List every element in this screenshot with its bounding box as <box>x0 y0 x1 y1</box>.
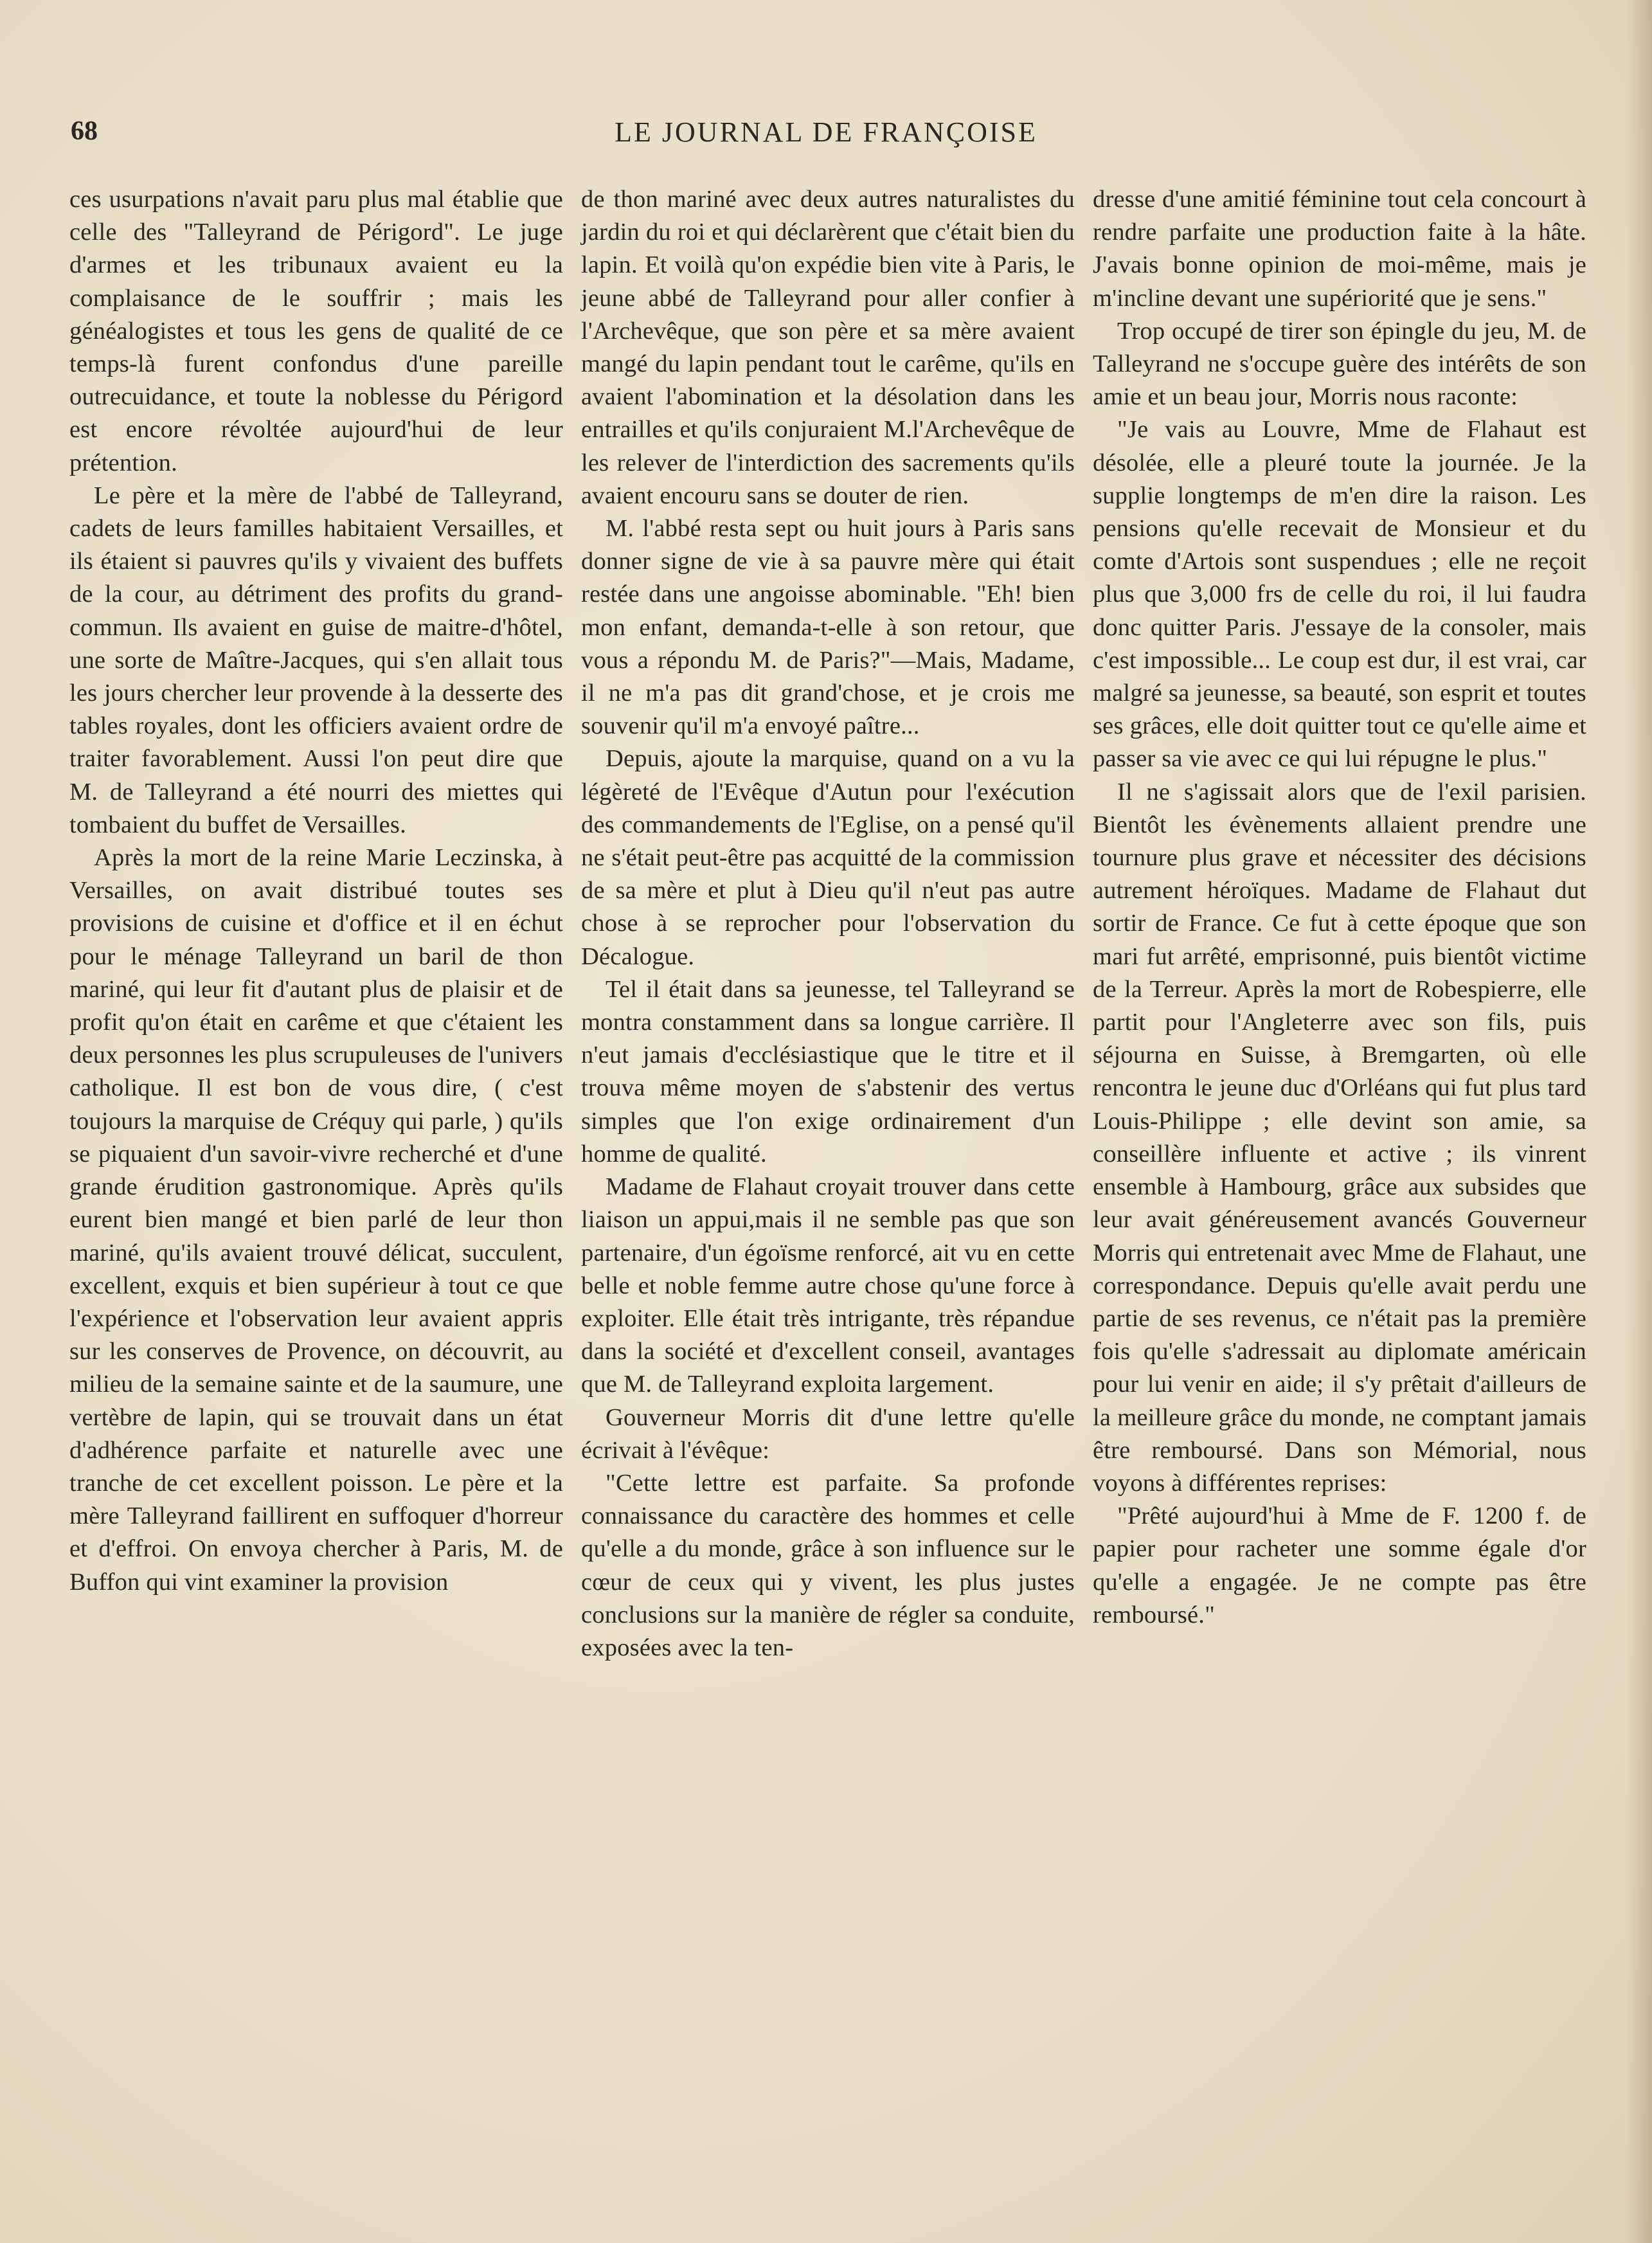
paragraph: Le père et la mère de l'abbé de Talleyrand, cadets de leurs familles habitaient Versailles, et ils étaient si pauvres qu'ils y vivaient des buffets de la cour, au détriment des profits du grand-commun. Ils avaient en guise de maitre-d'hôtel, une sorte de Maître-Jacques, qui s'en allait tous les jours chercher leur provende à la desserte des tables royales, dont les officiers avaient ordre de traiter favorablement. Aussi l'on peut dire que M. de Talleyrand a été nourri des miettes qui tombaient du buffet de Versailles. <box>69 482 563 838</box>
text-columns <box>69 183 1586 2112</box>
paragraph: Tel il était dans sa jeunesse, tel Talleyrand se montra constamment dans sa longue carrière. Il n'eut jamais d'ecclésiastique que le titre et il trouva même moyen de s'abstenir des vertus simples que l'on exige ordinairement d'un homme de qualité. <box>581 975 1075 1167</box>
paragraph: ces usurpations n'avait paru plus mal établie que celle des "Talleyrand de Périgord". Le juge d'armes et les tribunaux avaient eu la complaisance de le souffrir ; mais les généalogistes et tous les gens de qualité de ce temps-là furent confondus d'une pareille outrecuidance, et toute la noblesse du Périgord est encore révoltée aujourd'hui de leur prétention. <box>69 186 563 476</box>
running-title: LE JOURNAL DE FRANÇOISE <box>615 116 1037 148</box>
paragraph: M. l'abbé resta sept ou huit jours à Paris sans donner signe de vie à sa pauvre mère qui était restée dans une angoisse abominable. "Eh! bien mon enfant, demanda-t-elle à son retour, que vous a répondu M. de Paris?"—Mais, Madame, il ne m'a pas dit grand'chose, et je crois me souvenir qu'il m'a envoyé paître... <box>581 515 1075 740</box>
paragraph: Gouverneur Morris dit d'une lettre qu'elle écrivait à l'évêque: <box>581 1403 1075 1464</box>
paragraph: Il ne s'agissait alors que de l'exil parisien. Bientôt les évènements allaient prendre une tournure plus grave et nécessiter des décisions autrement héroïques. Madame de Flahaut dut sortir de France. Ce fut à cette époque que son mari fut arrêté, emprisonné, puis bientôt victime de la Terreur. Après la mort de Robespierre, elle partit pour l'Angleterre avec son fils, puis séjourna en Suisse, à Bremgarten, où elle rencontra le jeune duc d'Orléans qui fut plus tard Louis-Philippe ; elle devint son amie, sa conseillère influente et active ; ils vinrent ensemble à Hambourg, grâce aux subsides que leur avait généreusement avancés Gouverneur Morris qui entretenait avec Mme de Flahaut, une correspondance. Depuis qu'elle avait perdu une partie de ses revenus, ce n'était pas la première fois qu'elle s'adressait au diplomate américain pour lui venir en aide; il s'y prêtait d'ailleurs de la meilleure grâce du monde, ne comptant jamais être remboursé. Dans son Mémorial, nous voyons à différentes reprises: <box>1093 778 1586 1497</box>
paragraph: dresse d'une amitié féminine tout cela concourt à rendre parfaite une production faite à la hâte. J'avais bonne opinion de moi-même, mais je m'incline devant une supériorité que je sens." <box>1093 186 1586 312</box>
page-number: 68 <box>71 116 98 146</box>
column-3 <box>1093 183 1586 2112</box>
page-header <box>71 116 1581 161</box>
paragraph: Après la mort de la reine Marie Leczinska, à Versailles, on avait distribué toutes ses provisions de cuisine et d'office et il en échut pour le ménage Talleyrand un baril de thon mariné, qui leur fit d'autant plus de plaisir et de profit qu'on était en carême et que c'étaient les deux personnes les plus scrupuleuses de l'univers catholique. Il est bon de vous dire, ( c'est toujours la marquise de Créquy qui parle, ) qu'ils se piquaient d'un savoir-vivre recherché et d'une grande érudition gastronomique. Après qu'ils eurent bien mangé et bien parlé de leur thon mariné, qu'ils avaient trouvé délicat, succulent, excellent, exquis et bien supérieur à tout ce que l'expérience et l'observation leur avaient appris sur les conserves de Provence, on découvrit, au milieu de la semaine sainte et de la saumure, une vertèbre de lapin, qui se trouvait dans un état d'adhérence parfaite et naturelle avec une tranche de cet excellent poisson. Le père et la mère Talleyrand faillirent en suffoquer d'horreur et d'effroi. On envoya chercher à Paris, M. de Buffon qui vint examiner la provision <box>69 844 563 1596</box>
paragraph: de thon mariné avec deux autres naturalistes du jardin du roi et qui déclarèrent que c'était bien du lapin. Et voilà qu'on expédie bien vite à Paris, le jeune abbé de Talleyrand pour aller confier à l'Archevêque, que son père et sa mère avaient mangé du lapin pendant tout le carême, qu'ils en avaient l'abomination et la désolation dans les entrailles et qu'ils conjuraient M.l'Archevêque de les relever de l'interdiction des sacrements qu'ils avaient encouru sans se douter de rien. <box>581 186 1075 509</box>
column-2 <box>581 183 1075 2112</box>
paragraph: Madame de Flahaut croyait trouver dans cette liaison un appui,mais il ne semble pas que son partenaire, d'un égoïsme renforcé, ait vu en cette belle et noble femme autre chose qu'une force à exploiter. Elle était très intrigante, très répandue dans la société et d'excellent conseil, avantages que M. de Talleyrand exploita largement. <box>581 1173 1075 1398</box>
column-1 <box>69 183 563 2112</box>
page-binding-shadow <box>1626 0 1652 2243</box>
paragraph: "Cette lettre est parfaite. Sa profonde connaissance du caractère des hommes et celle qu'elle a du monde, grâce à son influence sur le cœur de ceux qui y vivent, les plus justes conclusions sur la manière de régler sa conduite, exposées avec la ten- <box>581 1469 1075 1661</box>
paragraph: "Prêté aujourd'hui à Mme de F. 1200 f. de papier pour racheter une somme égale d'or qu'elle a engagée. Je ne compte pas être remboursé." <box>1093 1502 1586 1628</box>
paragraph: "Je vais au Louvre, Mme de Flahaut est désolée, elle a pleuré toute la journée. Je la supplie longtemps de m'en dire la raison. Les pensions qu'elle recevait de Monsieur et du comte d'Artois sont suspendues ; elle ne reçoit plus que 3,000 frs de celle du roi, il lui faudra donc quitter Paris. J'essaye de la consoler, mais c'est impossible... Le coup est dur, il est vrai, car malgré sa jeunesse, sa beauté, son esprit et toutes ses grâces, elle doit quitter tout ce qu'elle aime et passer sa vie avec ce qui lui répugne le plus." <box>1093 416 1586 773</box>
paragraph: Depuis, ajoute la marquise, quand on a vu la légèreté de l'Evêque d'Autun pour l'exécution des commandements de l'Eglise, on a pensé qu'il ne s'était peut-être pas acquitté de la commission de sa mère et plut à Dieu qu'il n'eut pas autre chose à se reprocher pour l'observation du Décalogue. <box>581 745 1075 970</box>
paragraph: Trop occupé de tirer son épingle du jeu, M. de Talleyrand ne s'occupe guère des intérêts de son amie et un beau jour, Morris nous raconte: <box>1093 317 1586 411</box>
